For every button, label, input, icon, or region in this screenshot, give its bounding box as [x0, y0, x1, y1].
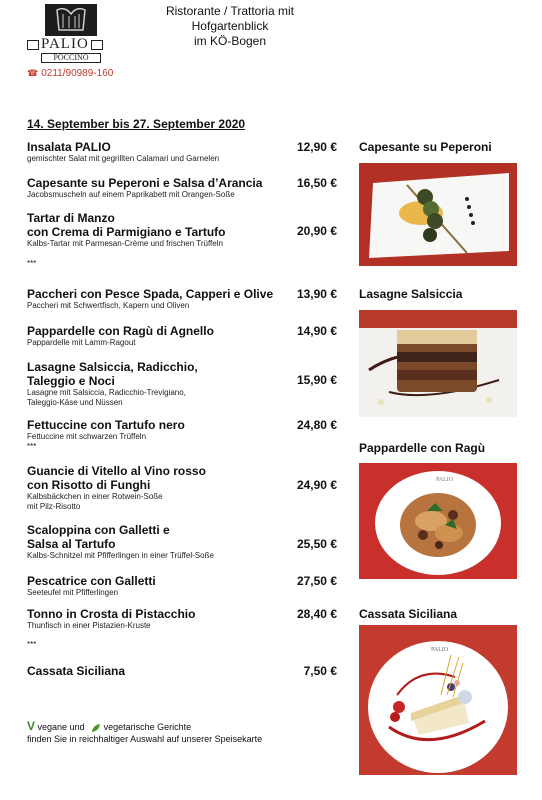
footer-line-2: finden Sie in reichhaltiger Auswahl auf unserer Speisekarte — [27, 734, 263, 744]
dish-price: 28,40 € — [296, 607, 337, 621]
menu-item — [27, 287, 337, 311]
dish-price: 25,50 € — [296, 537, 337, 551]
separator: *** — [27, 442, 37, 451]
restaurant-header — [140, 4, 320, 49]
menu-item — [27, 664, 337, 678]
logo-subtitle: POCCINO — [41, 53, 101, 63]
separator: *** — [27, 640, 37, 649]
dish-photo-cassata — [359, 625, 517, 775]
menu-item — [27, 464, 337, 512]
logo-word — [27, 36, 115, 52]
footer-vegetarian-text: vegetarische Gerichte — [103, 722, 192, 732]
svg-text:PALIO: PALIO — [431, 647, 449, 653]
dish-description-line-2: mit Pilz-Risotto — [27, 502, 81, 511]
phone-icon: ☎ — [27, 68, 39, 78]
svg-text:PALIO: PALIO — [436, 477, 454, 483]
dish-description-line-2: Taleggio-Käse und Nüssen — [27, 398, 123, 407]
dish-name: Insalata PALIO — [27, 140, 111, 154]
photo-caption: Pappardelle con Ragù — [359, 441, 486, 455]
vegan-icon: V — [27, 719, 36, 733]
dish-price: 16,50 € — [296, 176, 337, 190]
header-line-3: im KÖ-Bogen — [193, 34, 267, 48]
dish-name: Paccheri con Pesce Spada, Capperi e Olive — [27, 287, 274, 301]
photo-caption: Cassata Siciliana — [359, 607, 458, 621]
dish-name: Scaloppina con Galletti e — [27, 523, 170, 537]
header-line-1: Ristorante / Trattoria mit — [165, 4, 295, 18]
dish-name: Pescatrice con Galletti — [27, 574, 156, 588]
menu-item — [27, 360, 337, 408]
photo-caption: Capesante su Peperoni — [359, 140, 492, 154]
menu-item — [27, 523, 337, 561]
footer-note — [27, 720, 262, 745]
menu-item — [27, 324, 337, 348]
dish-price: 15,90 € — [296, 373, 337, 387]
dish-description: Fettuccine mit schwarzen Trüffeln — [27, 432, 147, 441]
dish-price: 20,90 € — [296, 224, 337, 238]
menu-period: 14. September bis 27. September 2020 — [27, 117, 246, 131]
dish-price: 27,50 € — [296, 574, 337, 588]
dish-name: Capesante su Peperoni e Salsa d’Arancia — [27, 176, 263, 190]
dish-name-line-2: con Risotto di Funghi — [27, 478, 151, 492]
dish-price: 7,50 € — [303, 664, 337, 678]
dish-name: Fettuccine con Tartufo nero — [27, 418, 185, 432]
dish-name: Pappardelle con Ragù di Agnello — [27, 324, 214, 338]
photo-caption: Lasagne Salsiccia — [359, 287, 463, 301]
dish-description: Kalbs-Tartar mit Parmesan-Crème und frischen Trüffeln — [27, 239, 223, 248]
dish-description: Jacobsmuscheln auf einem Paprikabett mit Orangen-Soße — [27, 190, 235, 199]
dish-photo-capesante — [359, 163, 517, 266]
dish-description: Kalbs-Schnitzel mit Pfifferlingen in einer Trüffel-Soße — [27, 551, 214, 560]
dish-description: gemischter Salat mit gegrillten Calamari und Garnelen — [27, 154, 220, 163]
dish-name-line-2: con Crema di Parmigiano e Tartufo — [27, 225, 226, 239]
dish-price: 24,90 € — [296, 478, 337, 492]
dish-price: 14,90 € — [296, 324, 337, 338]
phone-number[interactable] — [27, 68, 113, 79]
vegetarian-icon — [91, 723, 101, 733]
menu-item — [27, 607, 337, 631]
dish-description: Pappardelle mit Lamm-Ragout — [27, 338, 136, 347]
dish-name: Tartar di Manzo — [27, 211, 115, 225]
menu-item — [27, 418, 337, 442]
dish-price: 24,80 € — [296, 418, 337, 432]
dish-photo-lasagne — [359, 310, 517, 417]
logo-emblem — [45, 4, 97, 36]
menu-item — [27, 211, 337, 249]
dish-name-line-2: Taleggio e Noci — [27, 374, 115, 388]
separator: *** — [27, 259, 37, 268]
dish-description: Lasagne mit Salsiccia, Radicchio-Trevigiano, — [27, 388, 186, 397]
dish-name: Tonno in Crosta di Pistacchio — [27, 607, 196, 621]
dish-name: Lasagne Salsiccia, Radicchio, — [27, 360, 198, 374]
phone-text: 0211/90989-160 — [41, 68, 114, 79]
header-line-2: Hofgartenblick — [191, 19, 269, 33]
menu-item — [27, 574, 337, 598]
logo-word-text: PALIO — [41, 36, 89, 52]
dish-name: Cassata Siciliana — [27, 664, 126, 678]
menu-item — [27, 176, 337, 200]
dish-description: Kalbsbäckchen in einer Rotwein-Soße — [27, 492, 163, 501]
dish-name: Guancie di Vitello al Vino rosso — [27, 464, 206, 478]
dish-description: Seeteufel mit Pfifferlingen — [27, 588, 119, 597]
footer-vegan-text: vegane und — [37, 722, 85, 732]
dish-name-line-2: Salsa al Tartufo — [27, 537, 116, 551]
dish-photo-pappardelle — [359, 463, 517, 579]
menu-item — [27, 140, 337, 164]
dish-description: Paccheri mit Schwertfisch, Kapern und Oliven — [27, 301, 190, 310]
dish-description: Thunfisch in einer Pistazien-Kruste — [27, 621, 151, 630]
dish-price: 12,90 € — [296, 140, 337, 154]
dish-price: 13,90 € — [296, 287, 337, 301]
restaurant-logo — [27, 4, 115, 64]
